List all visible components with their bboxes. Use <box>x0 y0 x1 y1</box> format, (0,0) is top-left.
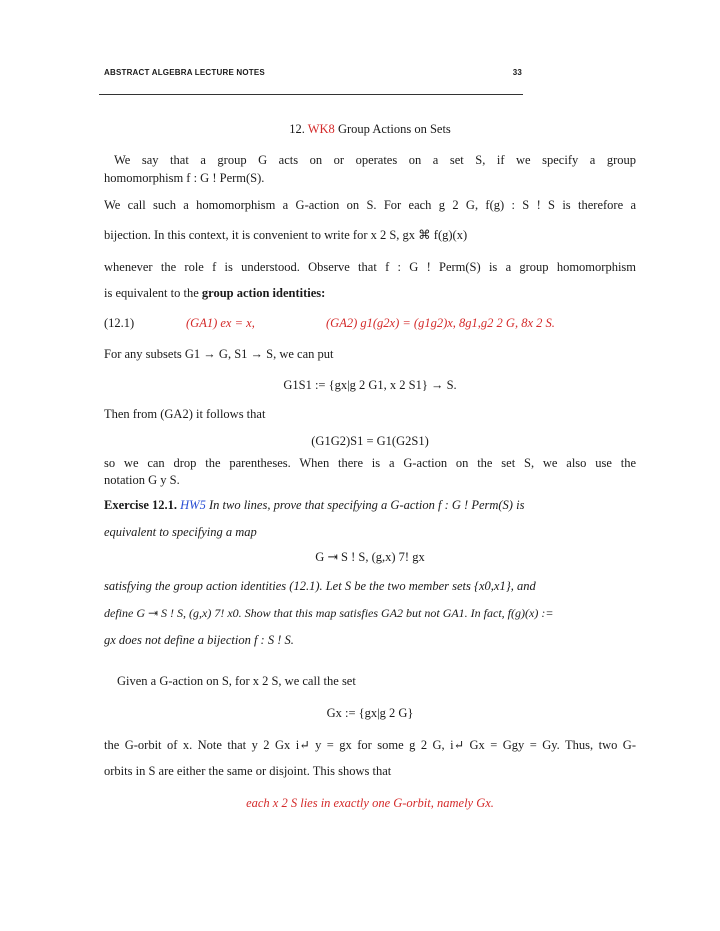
section-title: Group Actions on Sets <box>337 122 451 136</box>
exercise-tag: HW5 <box>180 498 206 512</box>
exercise-line: define G ⇥ S ! S, (g,x) 7! x0. Show that this map satisfies GA2 but not GA1. In fact, f(g)(x) := <box>104 606 554 620</box>
header-rule <box>99 94 523 95</box>
line-text: is equivalent to the <box>104 286 202 300</box>
display-equation: (G1G2)S1 = G1(G2S1) <box>311 434 429 448</box>
paragraph-line: We say that a group G acts on or operates on a set S, if we specify a group <box>114 153 636 167</box>
paragraph-line: orbits in S are either the same or disjoint. This shows that <box>104 764 392 778</box>
header-title: ABSTRACT ALGEBRA LECTURE NOTES <box>104 68 265 77</box>
display-equation: Gx := {gx|g 2 G} <box>326 706 414 720</box>
paragraph-line: homomorphism f : G ! Perm(S). <box>104 171 265 185</box>
paragraph-line: Given a G-action on S, for x 2 S, we call the set <box>117 674 356 688</box>
paragraph-line <box>104 285 636 301</box>
exercise-heading <box>104 497 636 513</box>
paragraph-line: the G-orbit of x. Note that y 2 Gx i↵ y = gx for some g 2 G, i↵ Gx = Ggy = Gy. Thus, two G- <box>104 738 636 752</box>
paragraph-line: Then from (GA2) it follows that <box>104 407 266 421</box>
paragraph-line: For any subsets G1 → G, S1 → S, we can put <box>104 347 334 361</box>
identity-ga1: (GA1) ex = x, <box>186 316 255 330</box>
paragraph-line: We call such a homomorphism a G-action on S. For each g 2 G, f(g) : S ! S is therefore a <box>104 198 636 212</box>
section-tag: WK8 <box>307 122 335 136</box>
paragraph-line: notation G y S. <box>104 473 180 487</box>
display-equation: G ⇥ S ! S, (g,x) 7! gx <box>315 550 425 564</box>
paragraph-line: bijection. In this context, it is convenient to write for x 2 S, gx ⌘ f(g)(x) <box>104 228 468 242</box>
exercise-text: In two lines, prove that specifying a G-action f : G ! Perm(S) is <box>205 498 525 512</box>
exercise-line: satisfying the group action identities (12.1). Let S be the two member sets {x0,x1}, and <box>104 579 536 593</box>
bold-term: group action identities: <box>201 286 326 300</box>
highlighted-statement: each x 2 S lies in exactly one G-orbit, namely Gx. <box>246 796 494 810</box>
exercise-line: gx does not define a bijection f : S ! S. <box>104 633 294 647</box>
paragraph-line: whenever the role f is understood. Observe that f : G ! Perm(S) is a group homomorphism <box>104 260 636 274</box>
equation-line <box>104 315 636 331</box>
running-header <box>104 68 522 82</box>
paragraph-line: so we can drop the parentheses. When there is a G-action on the set S, we also use the <box>104 456 636 470</box>
identity-ga2: (GA2) g1(g2x) = (g1g2)x, 8g1,g2 2 G, 8x 2 S. <box>326 316 555 330</box>
page-number: 33 <box>512 68 522 77</box>
exercise-label: Exercise 12.1. <box>104 498 178 512</box>
section-number: 12. <box>289 122 305 136</box>
display-equation: G1S1 := {gx|g 2 G1, x 2 S1} → S. <box>283 378 457 392</box>
section-heading <box>104 121 636 137</box>
exercise-line: equivalent to specifying a map <box>104 525 257 539</box>
equation-number: (12.1) <box>104 316 135 330</box>
